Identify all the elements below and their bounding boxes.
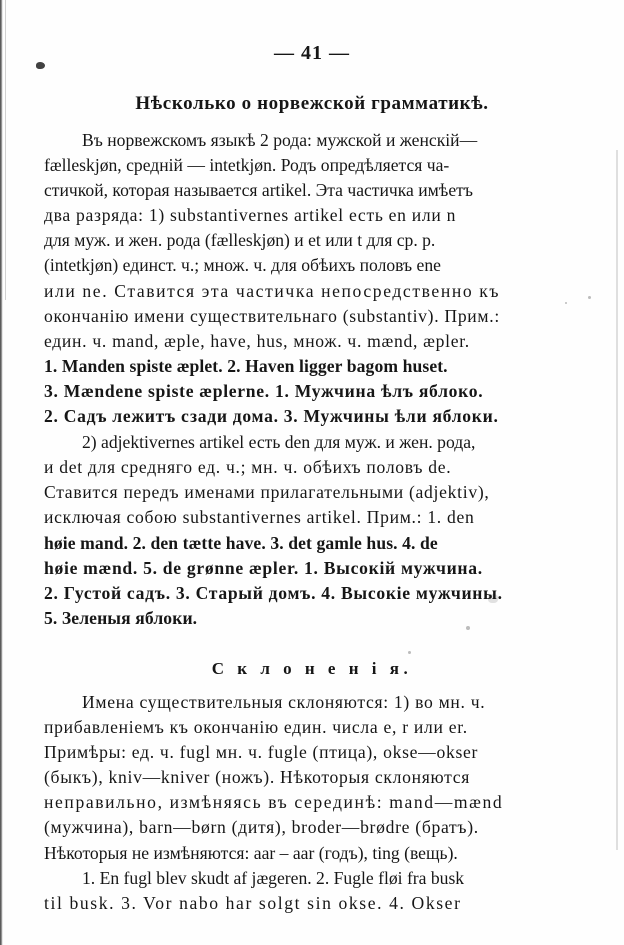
scan-right-edge-rule (616, 150, 618, 850)
paragraph-three (44, 690, 581, 866)
text-line: или ne. Ставится эта частичка непосредственно къ (44, 280, 501, 301)
text-line: окончанію имени существительнаго (substantiv). Прим.: (44, 305, 500, 326)
text-line: Ставится передъ именами прилагательными (adjektiv), (44, 482, 490, 503)
text-line: и det для средняго ед. ч.; мн. ч. обѣихъ половъ de. (44, 457, 452, 478)
text-line: два разряда: 1) substantivernes artikel есть en или n (44, 205, 457, 226)
text-line: fælleskjøn, средній — intetkjøn. Родъ опредѣляется ча- (44, 155, 450, 176)
text-line: стичкой, которая называется artikel. Эта частичка имѣетъ (44, 180, 473, 201)
text-line: прибавленіемъ къ окончанію един. числа e, r или er. (44, 717, 468, 738)
text-line: 2. Густой садъ. 3. Старый домъ. 4. Высокіе мужчины. (44, 583, 503, 604)
paragraph-two (44, 430, 581, 530)
text-line: Въ норвежскомъ языкѣ 2 рода: мужской и женскій— (82, 130, 478, 150)
example-sentences-two (44, 531, 581, 631)
example-sentences-three (44, 866, 581, 916)
text-line: (быкъ), kniv—kniver (ножъ). Нѣкоторыя склоняются (44, 767, 471, 788)
text-line: исключая собою substantivernes artikel. Прим.: 1. den (44, 507, 475, 528)
ink-speck-artifact (408, 651, 411, 654)
text-line: 5. Зеленыя яблоки. (44, 608, 198, 629)
text-line: høie mand. 2. den tætte have. 3. det gamle hus. 4. de (44, 533, 438, 553)
section-heading-declensions: С к л о н е н і я. (211, 659, 413, 679)
text-line: един. ч. mand, æple, have, hus, множ. ч. mænd, æpler. (44, 330, 470, 351)
page-number: — 41 — (274, 42, 350, 64)
text-line: høie mænd. 5. de grønne æpler. 1. Высокій мужчина. (44, 558, 483, 579)
text-line: для муж. и жен. рода (fælleskjøn) и et или t для ср. р. (44, 230, 436, 251)
scan-binding-edge (0, 0, 3, 945)
paragraph-one (44, 128, 581, 354)
text-line: 3. Mændene spiste æplerne. 1. Мужчина ѣлъ яблоко. (44, 381, 484, 402)
text-line: Имена существительныя склоняются: 1) во мн. ч. (82, 692, 486, 712)
text-line: 1. Manden spiste æplet. 2. Haven ligger bagom huset. (44, 356, 448, 376)
text-line: (intetkjøn) единст. ч.; множ. ч. для обѣихъ половъ ene (44, 255, 441, 276)
example-sentences-one (44, 354, 581, 429)
text-line: неправильно, измѣняясь въ серединѣ: mand—mænd (44, 792, 504, 813)
text-line: Примѣры: ед. ч. fugl мн. ч. fugle (птица), okse—okser (44, 742, 479, 763)
ink-speck-artifact (588, 296, 591, 299)
text-line: 1. En fugl blev skudt af jægeren. 2. Fugle fløi fra busk (82, 868, 465, 888)
page-title: Нѣсколько о норвежской грамматикѣ. (135, 92, 489, 114)
text-line: 2) adjektivernes artikel есть den для муж. и жен. рода, (82, 432, 476, 452)
text-line: 2. Садъ лежитъ сзади дома. 3. Мужчины ѣли яблоки. (44, 406, 499, 427)
text-line: Нѣкоторыя не измѣняются: aar – aar (годъ), ting (вещь). (44, 842, 458, 863)
text-line: til busk. 3. Vor nabo har solgt sin okse. 4. Okser (44, 893, 462, 914)
text-line: (мужчина), barn—børn (дитя), broder—brødre (братъ). (44, 817, 479, 838)
